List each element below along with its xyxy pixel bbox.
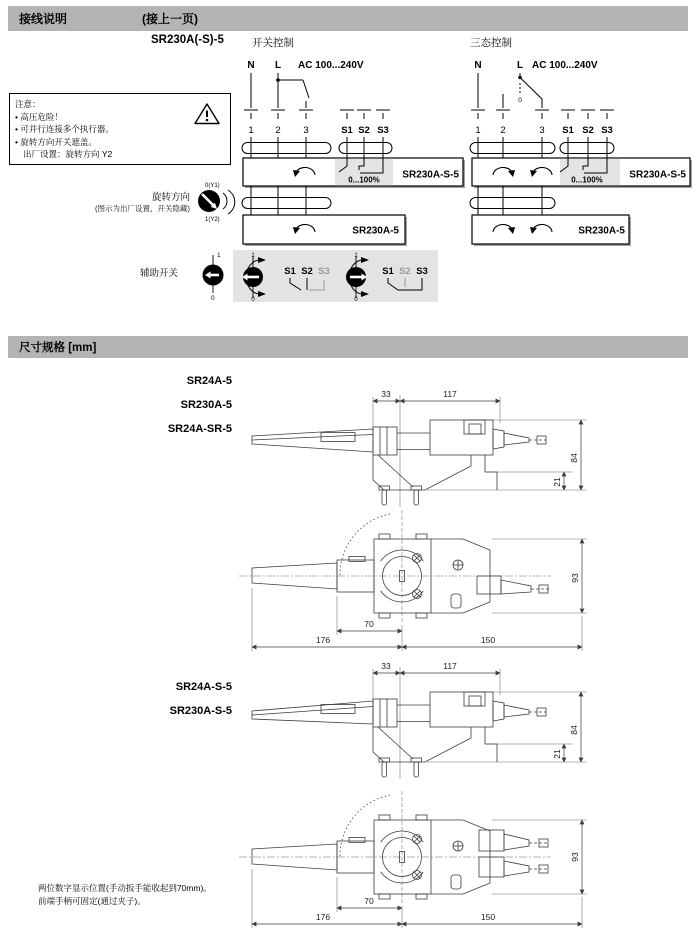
dim-117: 117: [443, 661, 457, 671]
terminal-wires: [251, 137, 383, 158]
aux-switch-selector-icon: [198, 248, 232, 304]
footnote-line-2: 前端手柄可固定(通过夹子)。: [38, 896, 146, 906]
dim-150: 150: [480, 912, 496, 922]
side-view-drawing-2: [233, 655, 595, 785]
switch-control-diagram: [235, 56, 467, 246]
parallel-wires: [478, 186, 542, 215]
model-name: SR24A-SR-5: [167, 423, 232, 435]
wire-junction-dot: [276, 78, 280, 82]
actuator-model-label: SR230A-5: [578, 225, 625, 237]
label-ac-voltage: AC 100...240V: [532, 60, 598, 71]
terminal-wires: [478, 137, 607, 158]
model-name: SR24A-S-5: [175, 681, 232, 693]
aux-switch-label: 辅助开关: [139, 268, 178, 279]
aux-switch-panel: [233, 250, 438, 302]
dimension-models-top: [60, 369, 232, 441]
terminal-s3-label: S3: [601, 125, 613, 136]
note-item: • 可并行连接多个执行器。: [15, 124, 114, 134]
extension-lines: [239, 510, 587, 651]
dim-33: 33: [381, 661, 391, 671]
dim-117: 117: [443, 389, 457, 399]
note-item: • 高压危险！: [15, 111, 63, 122]
aux-on-label: 1: [251, 253, 255, 259]
aux-off-label: 0: [211, 295, 215, 302]
aux-s3-label: S3: [416, 266, 428, 277]
terminal-s1-label: S1: [341, 125, 353, 136]
rotation-range-arc: [340, 514, 390, 576]
dim-21: 21: [552, 477, 562, 487]
actuator-side-outline: [252, 420, 546, 505]
dim-150: 150: [480, 635, 496, 645]
label-l: L: [516, 60, 524, 71]
warning-triangle-icon: [193, 102, 221, 126]
dim-84: 84: [569, 725, 579, 735]
aux-on-label: 1: [354, 253, 358, 259]
dimensions-section-title: 尺寸规格 [mm]: [19, 342, 97, 354]
actuator-model-label: SR230A-5: [352, 225, 399, 237]
actuator-model-s-label: SR230A-S-5: [629, 169, 686, 181]
aux-on-label: 1: [217, 252, 221, 259]
model-name: SR24A-5: [186, 375, 232, 387]
aux-s1-label: S1: [382, 266, 394, 277]
note-factory-setting: 出厂设置：旋转方向 Y2: [23, 149, 113, 159]
top-view-drawing-2: [233, 789, 595, 930]
aux-switch-position-1: [242, 253, 330, 302]
aux-switch-diagrams: [233, 250, 438, 302]
cable-bundle-oval: [242, 198, 331, 209]
dimension-lines: [373, 673, 581, 762]
switch-zero-label: 0: [518, 97, 522, 104]
model-name: SR230A-5: [180, 399, 232, 411]
aux-s2-label: S2: [301, 266, 313, 277]
model-name: SR230A-S-5: [169, 705, 232, 717]
dim-176: 176: [315, 912, 331, 922]
aux-off-label: 0: [354, 297, 358, 302]
wiring-section-subtitle: (接上一页): [142, 12, 199, 26]
range-label: 0...100%: [348, 175, 380, 185]
aux-s3-label: S3: [318, 266, 330, 277]
parallel-wires: [251, 186, 306, 215]
dim-84: 84: [569, 453, 579, 463]
supply-wires: [478, 73, 542, 108]
tristate-control-diagram: [465, 56, 696, 246]
terminal-1-label: 1: [475, 125, 481, 136]
label-n: N: [247, 60, 255, 71]
wiring-section-title: 接线说明: [19, 12, 68, 26]
cable-bundle-oval: [242, 143, 331, 154]
terminal-1-label: 1: [248, 125, 254, 136]
dim-93: 93: [570, 573, 580, 583]
rotation-pos0-label: 0(Y1): [205, 183, 220, 189]
dim-176: 176: [315, 635, 331, 645]
rotation-direction-selector-icon: [192, 178, 246, 226]
rotation-range-arc: [340, 795, 390, 857]
rotation-direction-label: 旋转方向: [151, 192, 190, 203]
actuator-side-outline: [252, 692, 546, 777]
rotation-direction-caption: [20, 192, 190, 214]
dim-33: 33: [381, 389, 391, 399]
aux-s1-label: S1: [284, 266, 296, 277]
dimension-lines: [252, 539, 582, 647]
rotation-pos1-label: 1(Y2): [205, 217, 220, 223]
terminal-2-label: 2: [500, 125, 506, 136]
terminal-s1-label: S1: [562, 125, 574, 136]
dimension-lines: [373, 401, 581, 490]
note-title: 注意：: [15, 99, 41, 109]
side-view-drawing-1: [233, 383, 595, 513]
label-l: L: [274, 60, 282, 71]
terminal-s2-label: S2: [358, 125, 370, 136]
dim-70: 70: [364, 619, 374, 629]
tristate-control-title: 三态控制: [470, 37, 512, 49]
wire-junction-dot: [518, 76, 522, 80]
terminal-3-label: 3: [303, 125, 309, 136]
range-label: 0...100%: [571, 175, 603, 185]
terminal-breaks: [244, 110, 390, 119]
dim-70: 70: [364, 896, 374, 906]
actuator-model-s-label: SR230A-S-5: [402, 169, 459, 181]
label-n: N: [474, 60, 482, 71]
switch-control-title: 开关控制: [252, 37, 294, 49]
rotation-direction-sublabel: (图示为出厂设置，开关隐藏): [95, 204, 190, 213]
terminal-s3-label: S3: [377, 125, 389, 136]
terminal-3-label: 3: [539, 125, 545, 136]
note-item: • 旋转方向开关遮盖。: [15, 136, 97, 147]
footnote-line-1: 两位数字显示位置(手动扳手能收起到70mm)。: [38, 883, 212, 893]
aux-off-label: 0: [251, 297, 255, 302]
aux-switch-position-2: [346, 253, 428, 302]
wiring-model-label: SR230A(-S)-5: [151, 34, 224, 46]
dimension-models-bottom: [60, 675, 232, 723]
dimensions-section-header: [8, 336, 688, 358]
aux-s2-label: S2: [399, 266, 411, 277]
label-ac-voltage: AC 100...240V: [298, 60, 364, 71]
supply-wires: [251, 73, 309, 108]
top-view-drawing-1: [233, 508, 595, 658]
dim-93: 93: [570, 852, 580, 862]
dim-21: 21: [552, 749, 562, 759]
terminal-s2-label: S2: [582, 125, 594, 136]
terminal-breaks: [471, 110, 614, 119]
terminal-2-label: 2: [275, 125, 281, 136]
dimension-footnote: [38, 882, 298, 908]
wiring-section-header: [8, 6, 688, 31]
